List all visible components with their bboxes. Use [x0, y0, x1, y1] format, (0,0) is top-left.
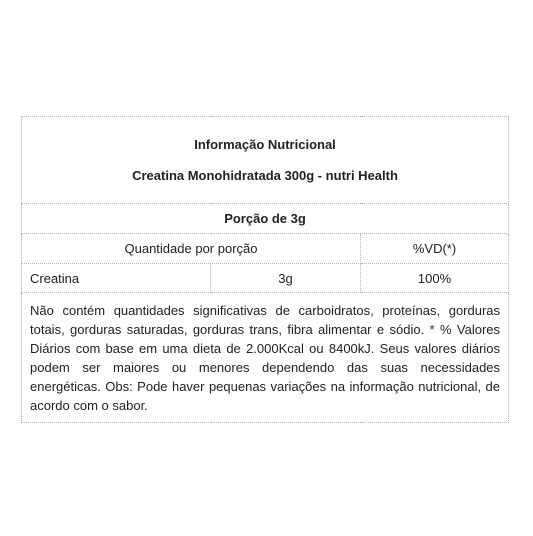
column-header-row — [22, 234, 509, 264]
column-header-quantity: Quantidade por porção — [22, 234, 361, 264]
nutrient-amount: 3g — [211, 264, 361, 293]
table-header-row — [22, 117, 509, 204]
column-header-daily-value: %VD(*) — [361, 234, 509, 264]
table-header-cell — [22, 117, 509, 204]
portion-row — [22, 204, 509, 234]
nutrient-daily-value: 100% — [361, 264, 509, 293]
portion-label: Porção de 3g — [22, 204, 509, 234]
table-title: Informação Nutricional — [194, 137, 336, 152]
footnote-row — [22, 293, 509, 423]
nutrient-name: Creatina — [22, 264, 211, 293]
table-row — [22, 264, 509, 293]
product-name: Creatina Monohidratada 300g - nutri Health — [132, 168, 398, 183]
nutrition-facts-table — [21, 116, 509, 423]
footnote-text: Não contém quantidades significativas de carboidratos, proteínas, gorduras totais, gorduras saturadas, gorduras trans, fibra alimentar e sódio. * % Valores Diários com base em uma dieta de 2.000Kcal ou 8400kJ. Seus valores diários podem ser maiores ou menores dependendo das suas necessidades energéticas. Obs: Pode haver pequenas variações na informação nutricional, de acordo com o sabor. — [22, 293, 509, 423]
